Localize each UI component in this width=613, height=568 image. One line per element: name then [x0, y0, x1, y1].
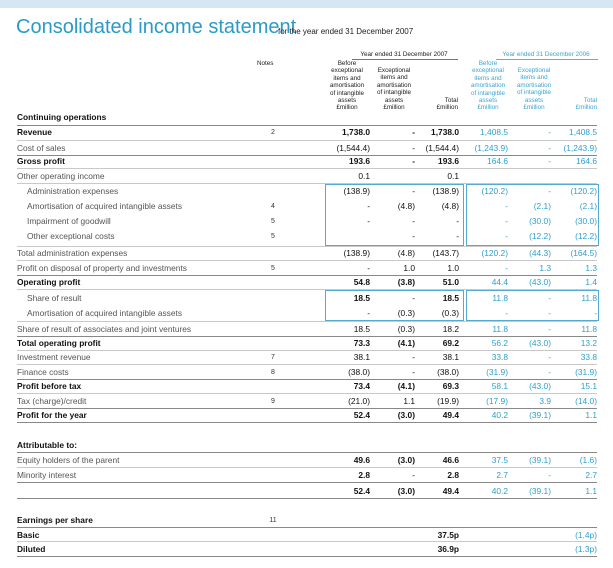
cell: (4.8) [441, 201, 459, 211]
table-row [0, 248, 613, 259]
row-label: Share of result of associates and joint ventures [17, 324, 192, 334]
cell: 56.2 [491, 338, 508, 348]
cell: 40.2 [491, 410, 508, 420]
cell: (1,243.9) [474, 143, 508, 153]
row-divider [17, 125, 597, 126]
cell: (1.6) [579, 455, 597, 465]
row-divider [17, 527, 597, 528]
associates-2007-box [325, 290, 464, 321]
cell: 2.8 [447, 470, 459, 480]
row-note: 7 [271, 354, 275, 361]
cell: (14.0) [575, 396, 597, 406]
cell: 0.1 [358, 171, 370, 181]
cell: 37.5 [491, 455, 508, 465]
cell: 38.1 [353, 352, 370, 362]
row-label: Profit on disposal of property and investments [17, 263, 187, 273]
cell: 69.3 [442, 381, 459, 391]
cell: 1.1 [585, 410, 597, 420]
row-note: 5 [271, 233, 275, 240]
table-row [0, 440, 613, 451]
row-label: Investment revenue [17, 352, 91, 362]
row-label: Diluted [17, 544, 46, 554]
col-total-2006-header: Total £million [575, 97, 597, 112]
cell: 69.2 [442, 338, 459, 348]
cell: 3.9 [539, 396, 551, 406]
cell: 1,738.0 [342, 127, 370, 137]
cell: (39.1) [529, 486, 551, 496]
cell: - [367, 201, 370, 211]
row-note: 11 [269, 517, 277, 524]
row-divider [17, 422, 597, 423]
row-divider [17, 321, 597, 322]
row-divider [17, 260, 597, 261]
row-label: Total administration expenses [17, 248, 128, 258]
cell: (3.0) [397, 455, 415, 465]
cell: 193.6 [438, 156, 459, 166]
cell: (164.5) [570, 248, 597, 258]
cell: (0.3) [441, 308, 459, 318]
row-label: Minority interest [17, 470, 77, 480]
cell: (0.3) [397, 308, 415, 318]
cell: (120.2) [570, 186, 597, 196]
cell: 13.2 [580, 338, 597, 348]
row-note: 9 [271, 398, 275, 405]
row-label: Tax (charge)/credit [17, 396, 87, 406]
cell: (143.7) [432, 248, 459, 258]
row-note: 5 [271, 218, 275, 225]
cell: - [548, 324, 551, 334]
cell: - [505, 201, 508, 211]
cell: (31.9) [575, 367, 597, 377]
table-row [0, 143, 613, 154]
cell: - [412, 127, 415, 137]
table-row [0, 486, 613, 497]
cell: (38.0) [348, 367, 370, 377]
row-label: Share of result [27, 293, 82, 303]
cell: 1.0 [447, 263, 459, 273]
cell: (3.8) [397, 277, 415, 287]
cell: 40.2 [491, 486, 508, 496]
section-heading: Attributable to: [17, 440, 78, 450]
cell: 11.8 [492, 324, 508, 334]
row-divider [17, 168, 597, 169]
row-label: Amortisation of acquired intangible assets [27, 308, 183, 318]
cell: 1.1 [403, 396, 415, 406]
cell: (138.9) [343, 248, 370, 258]
row-label: Cost of sales [17, 143, 66, 153]
cell: 33.8 [491, 352, 508, 362]
table-row [0, 127, 613, 138]
row-note: 8 [271, 369, 275, 376]
table-row [0, 530, 613, 541]
cell: (12.2) [575, 231, 597, 241]
cell: 46.6 [442, 455, 459, 465]
col-before-2006-header: Before exceptional items and amortisation of intangible assets £million [470, 60, 506, 112]
row-label: Amortisation of acquired intangible assets [27, 201, 183, 211]
cell: 1.3 [585, 263, 597, 273]
cell: 18.5 [442, 293, 459, 303]
cell: (138.9) [343, 186, 370, 196]
cell: 37.5p [437, 530, 459, 540]
row-divider [17, 155, 597, 156]
row-label: Operating profit [17, 277, 81, 287]
cell: 52.4 [353, 410, 370, 420]
cell: 51.0 [442, 277, 459, 287]
cell: - [412, 367, 415, 377]
cell: (1.3p) [575, 544, 597, 554]
table-row [0, 470, 613, 481]
row-divider [17, 482, 597, 483]
cell: (44.3) [529, 248, 551, 258]
row-divider [17, 498, 597, 499]
cell: - [456, 216, 459, 226]
row-divider [17, 541, 597, 542]
cell: 2.7 [496, 470, 508, 480]
row-note: 2 [271, 129, 275, 136]
cell: (3.0) [397, 486, 415, 496]
cell: (39.1) [529, 410, 551, 420]
cell: 58.1 [491, 381, 508, 391]
cell: - [367, 263, 370, 273]
cell: 11.8 [581, 293, 597, 303]
cell: - [456, 231, 459, 241]
year-2006-header: Year ended 31 December 2006 [502, 51, 590, 58]
row-divider [17, 140, 597, 141]
table-row [0, 396, 613, 407]
cell: - [505, 231, 508, 241]
table-row [0, 156, 613, 167]
col-total-2007-header: Total £million [436, 97, 458, 112]
cell: - [548, 308, 551, 318]
cell: - [412, 156, 415, 166]
associates-2006-box [466, 290, 599, 321]
cell: 2.7 [585, 470, 597, 480]
cell: - [505, 308, 508, 318]
cell: (1,544.4) [336, 143, 370, 153]
cell: - [412, 293, 415, 303]
cell: 11.8 [492, 293, 508, 303]
cell: 193.6 [349, 156, 370, 166]
cell: - [412, 186, 415, 196]
cell: (38.0) [437, 367, 459, 377]
cell: - [548, 143, 551, 153]
table-row [0, 171, 613, 182]
page-title: Consolidated income statement [16, 16, 297, 38]
cell: 49.6 [353, 455, 370, 465]
cell: 18.2 [442, 324, 459, 334]
table-row [0, 263, 613, 274]
row-label: Revenue [17, 127, 52, 137]
section-heading: Continuing operations [17, 112, 107, 122]
cell: (4.1) [397, 381, 415, 391]
cell: (17.9) [486, 396, 508, 406]
year-2007-header: Year ended 31 December 2007 [360, 51, 448, 58]
cell: (1.4p) [575, 530, 597, 540]
cell: - [367, 308, 370, 318]
row-label: Gross profit [17, 156, 65, 166]
cell: (21.0) [348, 396, 370, 406]
cell: - [505, 216, 508, 226]
cell: (19.9) [437, 396, 459, 406]
cell: - [548, 352, 551, 362]
cell: (4.8) [397, 248, 415, 258]
row-divider [17, 467, 597, 468]
cell: - [412, 143, 415, 153]
cell: (4.1) [397, 338, 415, 348]
cell: (12.2) [529, 231, 551, 241]
cell: 1.4 [585, 277, 597, 287]
table-row [0, 112, 613, 123]
cell: 11.8 [581, 324, 597, 334]
notes-header: Notes [257, 60, 274, 67]
cell: (4.8) [397, 201, 415, 211]
section-heading: Earnings per share [17, 515, 93, 525]
cell: 49.4 [442, 410, 459, 420]
row-label: Equity holders of the parent [17, 455, 120, 465]
cell: 54.8 [353, 277, 370, 287]
cell: 73.3 [353, 338, 370, 348]
cell: (120.2) [481, 248, 508, 258]
cell: 1.0 [403, 263, 415, 273]
cell: (2.1) [579, 201, 597, 211]
cell: - [505, 263, 508, 273]
row-label: Impairment of goodwill [27, 216, 111, 226]
cell: (43.0) [529, 381, 551, 391]
cell: (1,544.4) [425, 143, 459, 153]
cell: (43.0) [529, 338, 551, 348]
row-label: Profit for the year [17, 410, 87, 420]
table-row [0, 455, 613, 466]
col-before-2007-header: Before exceptional items and amortisation of intangible assets £million [329, 60, 365, 112]
admin-expenses-2006-box [466, 184, 599, 246]
cell: - [548, 156, 551, 166]
cell: (0.3) [397, 324, 415, 334]
cell: 15.1 [580, 381, 597, 391]
cell: 2.8 [358, 470, 370, 480]
row-divider [17, 379, 597, 380]
cell: - [548, 127, 551, 137]
cell: 44.4 [491, 277, 508, 287]
row-label: Basic [17, 530, 40, 540]
cell: 38.1 [442, 352, 459, 362]
cell: (1,243.9) [563, 143, 597, 153]
table-row [0, 381, 613, 392]
cell: 1,738.0 [431, 127, 459, 137]
row-label: Finance costs [17, 367, 69, 377]
table-row [0, 352, 613, 363]
cell: 18.5 [353, 324, 370, 334]
cell: - [412, 470, 415, 480]
cell: (39.1) [529, 455, 551, 465]
table-row [0, 544, 613, 555]
row-label: Other operating income [17, 171, 105, 181]
cell: 1,408.5 [480, 127, 508, 137]
cell: - [594, 308, 597, 318]
col-exceptional-2007-header: Exceptional items and amortisation of intangible assets £million [376, 67, 412, 112]
cell: 36.9p [437, 544, 459, 554]
cell: - [548, 470, 551, 480]
page-subtitle: for the year ended 31 December 2007 [278, 27, 414, 36]
cell: 33.8 [580, 352, 597, 362]
cell: (30.0) [529, 216, 551, 226]
table-row [0, 367, 613, 378]
cell: - [412, 352, 415, 362]
row-label: Administration expenses [27, 186, 119, 196]
row-divider [17, 408, 597, 409]
row-divider [17, 246, 597, 247]
table-row [0, 515, 613, 526]
cell: - [367, 216, 370, 226]
admin-expenses-2007-box [325, 184, 464, 246]
cell: 18.5 [353, 293, 370, 303]
row-note: 5 [271, 265, 275, 272]
top-color-band [0, 0, 613, 8]
cell: (120.2) [481, 186, 508, 196]
row-divider [17, 556, 597, 557]
cell: (30.0) [575, 216, 597, 226]
row-divider [17, 275, 597, 276]
cell: 1.1 [585, 486, 597, 496]
row-divider [17, 336, 597, 337]
table-row [0, 410, 613, 421]
cell: 49.4 [442, 486, 459, 496]
table-row [0, 338, 613, 349]
cell: (138.9) [432, 186, 459, 196]
row-divider [17, 350, 597, 351]
row-label: Total operating profit [17, 338, 101, 348]
cell: 164.6 [576, 156, 597, 166]
table-row [0, 277, 613, 288]
cell: - [548, 186, 551, 196]
col-exceptional-2006-header: Exceptional items and amortisation of intangible assets £million [516, 67, 552, 112]
cell: 0.1 [447, 171, 459, 181]
cell: - [412, 231, 415, 241]
cell: (43.0) [529, 277, 551, 287]
row-note: 4 [271, 203, 275, 210]
row-label: Profit before tax [17, 381, 82, 391]
cell: - [412, 216, 415, 226]
cell: (31.9) [486, 367, 508, 377]
cell: 1.3 [539, 263, 551, 273]
cell: 164.6 [487, 156, 508, 166]
cell: 52.4 [353, 486, 370, 496]
table-row [0, 324, 613, 335]
cell: - [548, 367, 551, 377]
row-divider [17, 393, 597, 394]
cell: (2.1) [533, 201, 551, 211]
cell: 73.4 [353, 381, 370, 391]
cell: 1,408.5 [569, 127, 597, 137]
row-divider [17, 452, 597, 453]
cell: (3.0) [397, 410, 415, 420]
row-label: Other exceptional costs [27, 231, 115, 241]
cell: - [548, 293, 551, 303]
row-divider [17, 364, 597, 365]
